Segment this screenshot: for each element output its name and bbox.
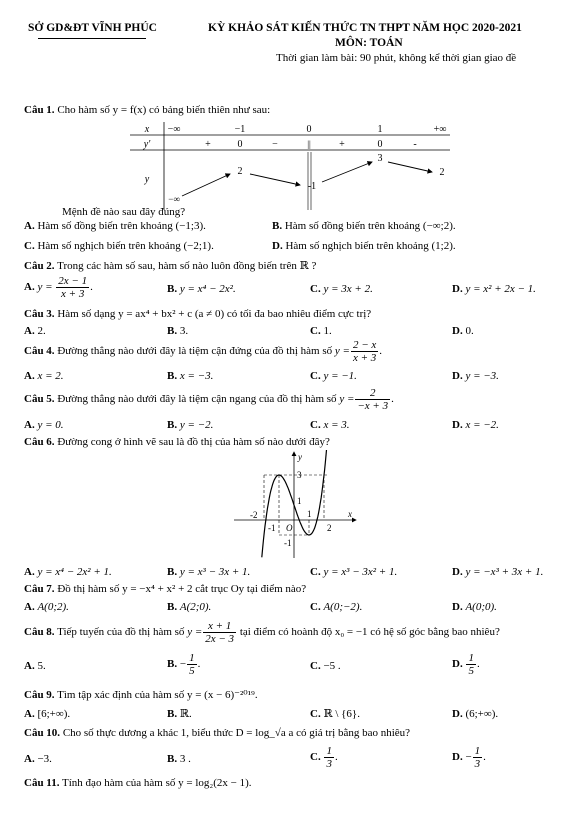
question-2: Câu 2. Trong các hàm số sau, hàm số nào luôn đồng biến trên ℝ ?	[24, 260, 317, 272]
tbl-sign-3: ||	[307, 139, 311, 149]
q8-option-b[interactable]: B. − $\frac{1}{5}$ .	[167, 652, 201, 678]
q5-option-b[interactable]: B. y = −2.	[167, 419, 214, 431]
q3-option-a[interactable]: A. 2.	[24, 325, 46, 337]
question-1: Câu 1. Cho hàm số y = f(x) có bảng biến thiên như sau:	[24, 104, 271, 116]
q4-option-c[interactable]: C. y = −1.	[310, 370, 357, 382]
q8-option-a[interactable]: A. 5.	[24, 660, 46, 672]
cubic-curve	[262, 450, 328, 557]
q3-option-b[interactable]: B. 3.	[167, 325, 189, 337]
tbl-y-3: 3	[377, 153, 383, 164]
q1-option-c[interactable]: C. Hàm số nghịch biến trên khoảng (−2;1).	[24, 240, 214, 252]
tbl-x-0: −∞	[167, 124, 181, 135]
department: SỞ GD&ĐT VĨNH PHÚC	[28, 22, 157, 34]
q4-option-a[interactable]: A. x = 2.	[24, 370, 64, 382]
tbl-y-0: −∞	[168, 194, 180, 204]
tbl-sign-5: 0	[377, 139, 383, 150]
g-x: x	[348, 509, 352, 519]
q5-option-d[interactable]: D. x = −2.	[452, 419, 499, 431]
tbl-yp-label: y'	[143, 139, 151, 150]
q2-option-b[interactable]: B. y = x⁴ − 2x².	[167, 283, 236, 295]
q10-option-b[interactable]: B. 3 .	[167, 753, 191, 765]
q3-option-d[interactable]: D. 0.	[452, 325, 474, 337]
q10-option-c[interactable]: C. $\frac{1}{3}$ .	[310, 745, 338, 771]
g-o: O	[286, 523, 293, 533]
q6-graph	[232, 450, 362, 562]
tbl-sign-4: +	[339, 139, 345, 150]
q4-option-d[interactable]: D. y = −3.	[452, 370, 499, 382]
g-m1: -1	[268, 523, 276, 533]
question-3: Câu 3. Hàm số dạng y = ax⁴ + bx² + c (a ≠ 0) có tối đa bao nhiêu điểm cực trị?	[24, 308, 372, 320]
q1-option-a[interactable]: A. Hàm số đồng biến trên khoảng (−1;3).	[24, 220, 206, 232]
q2-option-a[interactable]: A. y = $\frac{2x - 1}{x + 3}$ .	[24, 275, 93, 301]
q7-option-c[interactable]: C. A(0;−2).	[310, 601, 363, 613]
q6-option-c[interactable]: C. y = x³ − 3x² + 1.	[310, 566, 398, 578]
q5-option-c[interactable]: C. x = 3.	[310, 419, 350, 431]
tbl-y-2: -1	[307, 181, 317, 192]
tbl-sign-6: -	[413, 139, 417, 150]
tbl-x-2: 0	[306, 124, 312, 135]
q2-option-c[interactable]: C. y = 3x + 2.	[310, 283, 373, 295]
q9-option-d[interactable]: D. (6;+∞).	[452, 708, 499, 720]
g-one-x: 1	[307, 509, 312, 519]
tbl-x-label: x	[144, 124, 150, 135]
q5-option-a[interactable]: A. y = 0.	[24, 419, 64, 431]
header-underline	[38, 38, 146, 39]
g-m1y: -1	[284, 538, 292, 548]
q7-option-a[interactable]: A. A(0;2).	[24, 601, 69, 613]
tbl-arrow-up-1	[182, 174, 230, 196]
time-info: Thời gian làm bài: 90 phút, không kể thời gian giao đề	[276, 52, 517, 64]
q1-option-d[interactable]: D. Hàm số nghịch biến trên khoảng (1;2).	[272, 240, 456, 252]
exam-title: KỲ KHẢO SÁT KIẾN THỨC TN THPT NĂM HỌC 2020-2021	[208, 22, 522, 34]
tbl-arrow-down-1	[250, 174, 300, 185]
tbl-y-1: 2	[237, 166, 243, 177]
q2-option-d[interactable]: D. y = x² + 2x − 1.	[452, 283, 536, 295]
g-three: 3	[297, 470, 302, 480]
q9-option-b[interactable]: B. ℝ.	[167, 708, 192, 720]
tbl-x-4: +∞	[433, 124, 447, 135]
tbl-x-3: 1	[377, 124, 383, 135]
q9-option-a[interactable]: A. [6;+∞).	[24, 708, 71, 720]
q8-option-c[interactable]: C. −5 .	[310, 660, 341, 672]
g-two: 2	[327, 523, 332, 533]
tbl-arrow-up-2	[322, 162, 372, 182]
q6-option-a[interactable]: A. y = x⁴ − 2x² + 1.	[24, 566, 112, 578]
question-9: Câu 9. Tìm tập xác định của hàm số y = (x − 6)⁻²⁰¹⁹.	[24, 689, 258, 701]
q3-option-c[interactable]: C. 1.	[310, 325, 332, 337]
subject: MÔN: TOÁN	[335, 37, 403, 49]
tbl-x-1: −1	[234, 124, 246, 135]
tbl-sign-0: +	[205, 139, 211, 150]
question-5: Câu 5. Đường thẳng nào dưới đây là tiệm cận ngang của đồ thị hàm số y = $\frac{2}{-x + 3}$ .	[24, 387, 394, 413]
q1-option-b[interactable]: B. Hàm số đồng biến trên khoảng (−∞;2).	[272, 220, 456, 232]
q6-option-b[interactable]: B. y = x³ − 3x + 1.	[167, 566, 251, 578]
tbl-sign-1: 0	[237, 139, 243, 150]
tbl-arrow-down-2	[388, 162, 432, 172]
g-y: y	[298, 452, 302, 462]
variation-table	[130, 122, 450, 212]
tbl-sign-2: −	[272, 139, 278, 150]
q6-option-d[interactable]: D. y = −x³ + 3x + 1.	[452, 566, 544, 578]
tbl-y-4: 2	[439, 167, 445, 178]
question-7: Câu 7. Đồ thị hàm số y = −x⁴ + x² + 2 cắt trục Oy tại điểm nào?	[24, 583, 307, 595]
question-11: Câu 11. Tính đạo hàm của hàm số y = log₂(2x − 1).	[24, 777, 252, 789]
question-4: Câu 4. Đường thẳng nào dưới đây là tiệm cận đứng của đồ thị hàm số y = $\frac{2 - x}{x + 3}$ .	[24, 339, 383, 365]
question-6: Câu 6. Đường cong ở hình vẽ sau là đồ thị của hàm số nào dưới đây?	[24, 436, 330, 448]
q9-option-c[interactable]: C. ℝ \ {6}.	[310, 708, 360, 720]
q7-option-d[interactable]: D. A(0;0).	[452, 601, 497, 613]
q10-option-a[interactable]: A. −3.	[24, 753, 52, 765]
question-10: Câu 10. Cho số thực dương a khác 1, biểu thức D = log_√a a có giá trị bằng bao nhiêu?	[24, 727, 411, 739]
q4-option-b[interactable]: B. x = −3.	[167, 370, 214, 382]
tbl-y-label: y	[144, 174, 150, 185]
q10-option-d[interactable]: D. − $\frac{1}{3}$ .	[452, 745, 486, 771]
q7-option-b[interactable]: B. A(2;0).	[167, 601, 212, 613]
q1-prompt: Mệnh đề nào sau đây đúng?	[62, 206, 186, 218]
question-8: Câu 8. Tiếp tuyến của đồ thị hàm số y = $\frac{x + 1}{2x - 3}$ tại điểm có hoành độ x₀ = −1 có hệ số góc bằng bao nhiêu?	[24, 620, 500, 646]
q8-option-d[interactable]: D. $\frac{1}{5}$ .	[452, 652, 480, 678]
g-m2: -2	[250, 510, 258, 520]
g-one: 1	[297, 496, 302, 506]
